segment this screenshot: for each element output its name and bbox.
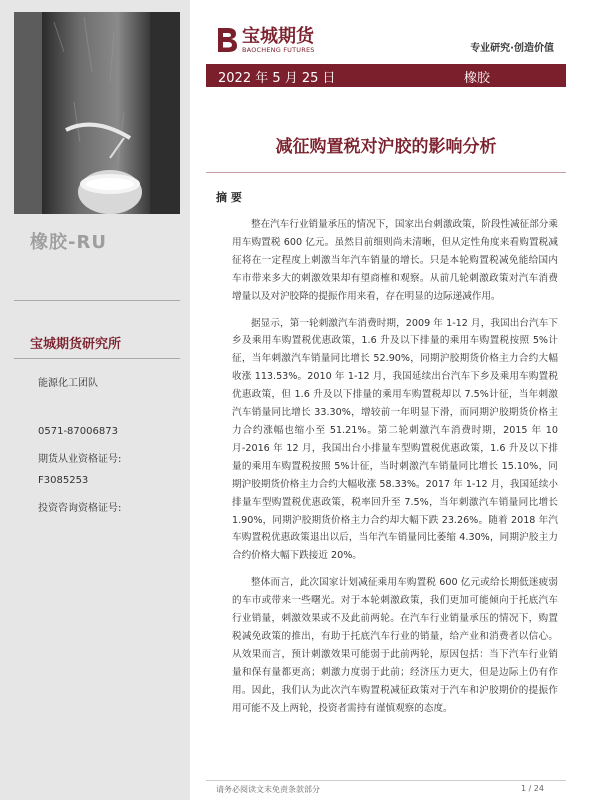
sidebar [0,0,190,800]
report-date: 2022 年 5 月 25 日 [218,71,336,86]
rubber-tree-image [14,12,180,214]
sidebar-divider [14,358,180,359]
footer-divider [206,780,566,781]
page-number: 1 / 24 [520,784,544,793]
title-divider [206,172,566,173]
abstract-heading: 摘 要 [216,191,242,204]
report-title: 减征购置税对沪胶的影响分析 [275,137,497,157]
sidebar-divider [14,300,180,301]
commodity-label: 橡胶-RU [30,232,107,253]
rubber-tapping-photo [14,12,180,214]
paragraph: 据显示，第一轮刺激汽车消费时期，2009 年 1-12 月，我国出台汽车下乡及乘用车购置税优惠政策，1.6 升及以下排量的乘用车购置税按照 5%计征，当年刺激汽车销量同比增长 52.90%，同期沪胶期货价格主力合约大幅收涨 113.53%。2010 年 1-12 月，我国延续出台汽车下乡及乘用车购置税优惠政策，但 1.6 升及以下排量的乘用车购置税却以 7.5%计征，当年刺激汽车销量同比增长 33.30%，增较前一年明显下滑，而同期沪胶期货价格主力合约涨幅也缩小至 51.21%。第二轮刺激汽车消费时期，2015 年 10 月-2016 年 12 月，我国出台小排量车型购置税优惠政策，1.6 升及以下排量的乘用车购置税按照 5%计征，当时刺激汽车销量同比增长 15.10%，同期沪胶期货价格主力合约大幅收涨 58.33%。2017 年 1-12 月，我国延续小排量车型购置税优惠政策，税率回升至 7.5%，当年刺激汽车销量同比增长 1.90%，同期沪胶期货价格主力合约却大幅下跌 23.26%。随着 2018 年汽车购置税优惠政策退出以后，当年汽车销量同比萎缩 4.30%，同期沪胶主力合约价格大幅下跌接近 20%。 [232,317,558,562]
paragraph: 整在汽车行业销量承压的情况下，国家出台刺激政策，阶段性减征部分乘用车购置税 600 亿元。虽然目前细则尚未清晰，但从定性角度来看购置税减征将在一定程度上刺激当年汽车销量的增长。只是本轮购置税减免能给国内车市带来多大的刺激效果却有望商榷和观察。从前几轮刺激政策对汽车消费增量以及对沪胶降的提振作用来看，存在明显的边际递减作用。 [232,219,558,302]
logo-mark-icon [214,24,240,54]
company-logo [214,22,318,58]
institute-name: 宝城期货研究所 [30,337,122,352]
contact-phone: 0571-87006873 [38,426,118,437]
investment-qualification-label: 投资咨询资格证号: [38,503,122,514]
report-body [232,216,558,726]
qualification-label: 期货从业资格证号: [38,454,122,465]
logo-english-name: BAOCHENG FUTURES [242,46,315,54]
report-banner [206,64,566,87]
paragraph: 整体而言，此次国家计划减征乘用车购置税 600 亿元或给长期低迷疲弱的车市或带来一些曙光。对于本轮刺激政策，我们更加可能倾向于托底汽车行业销量，刺激效果或不及此前两轮。在汽车行业销量承压的情况下，购置税减免政策的推出，有助于托底汽车行业的销量，给产业和消费者以信心。从效果而言，预计刺激效果可能弱于此前两轮，原因包括：当下汽车行业销量和保有量都更高；刺激力度弱于此前；经济压力更大，但是边际上仍有作用。因此，我们认为此次汽车购置税减征政策对于汽车和沪胶期价的提振作用可能不及上两轮，投资者需持有谨慎观察的态度。 [232,577,558,714]
report-category: 橡胶 [463,71,490,86]
disclaimer-note: 请务必阅读文末免责条款部分 [216,785,320,794]
team-name: 能源化工团队 [38,378,98,389]
logo-chinese-name: 宝城期货 [242,26,314,47]
qualification-number: F3085253 [38,475,89,486]
slogan: 专业研究·创造价值 [470,43,554,54]
